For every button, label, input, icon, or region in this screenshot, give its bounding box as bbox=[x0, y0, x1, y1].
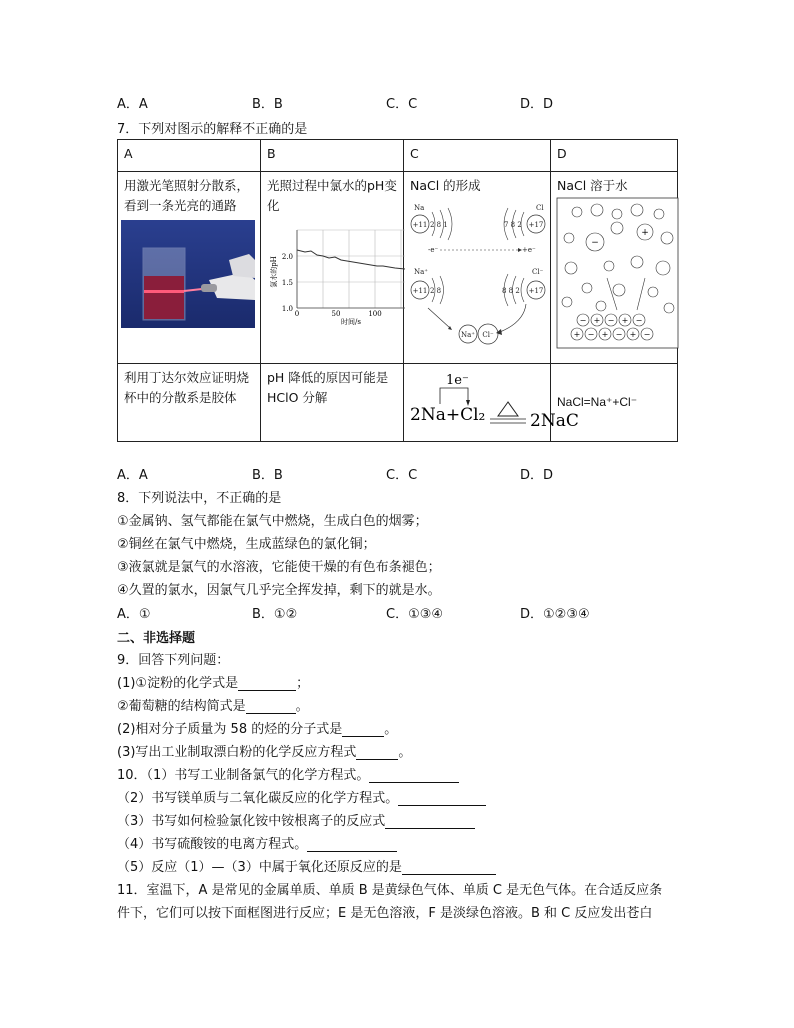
svg-text:+: + bbox=[573, 330, 581, 339]
q8-item-3: ③液氯就是氯气的水溶液，它能使干燥的有色布条褪色； bbox=[117, 560, 441, 575]
q10-line-3: （3）书写如何检验氯化铵中铵根离子的反应式 bbox=[117, 810, 475, 829]
q8-option-d: D．①②③④ bbox=[520, 607, 590, 622]
svg-text:2 8 1: 2 8 1 bbox=[430, 221, 448, 229]
svg-text:+11: +11 bbox=[412, 287, 428, 295]
q7-b-caption: 光照过程中氯水的pH变化 bbox=[267, 178, 397, 213]
answer-blank[interactable] bbox=[342, 721, 384, 737]
nacl-formation-diagram bbox=[406, 198, 546, 348]
q8-stem: 8．下列说法中，不正确的是 bbox=[117, 491, 282, 506]
answer-blank[interactable] bbox=[307, 836, 397, 852]
q8-option-b: B．①② bbox=[252, 607, 298, 622]
q11-line-2: 件下，它们可以按下面框图进行反应；E 是无色溶液，F 是淡绿色溶液。B 和 C 反应发出苍白 bbox=[117, 906, 653, 921]
laser-beaker-photo bbox=[121, 220, 255, 328]
q7-a-caption: 用激光笔照射分散系，看到一条光亮的通路 bbox=[124, 178, 250, 213]
svg-text:+e⁻: +e⁻ bbox=[522, 246, 536, 254]
ytick-1: 1.0 bbox=[281, 305, 293, 313]
electron-transfer-equation bbox=[410, 366, 579, 436]
svg-text:+17: +17 bbox=[528, 221, 544, 229]
q7-cell-b1 bbox=[261, 172, 404, 364]
answer-blank[interactable] bbox=[385, 813, 475, 829]
svg-text:7 8 2: 7 8 2 bbox=[504, 221, 522, 229]
answer-blank[interactable] bbox=[402, 859, 496, 875]
ytick-15: 1.5 bbox=[281, 279, 293, 287]
q7-table bbox=[117, 139, 678, 442]
svg-text:−: − bbox=[579, 316, 587, 325]
q6-option-c: C．C bbox=[386, 97, 418, 112]
q10-line-4: （4）书写硫酸铵的电离方程式。 bbox=[117, 833, 397, 852]
q8-item-4: ④久置的氯水，因氯气几乎完全挥发掉，剩下的就是水。 bbox=[117, 583, 441, 598]
xtick-50: 50 bbox=[331, 310, 341, 318]
q7-options bbox=[0, 464, 794, 482]
svg-text:−: − bbox=[607, 316, 615, 325]
q7-header-c: C bbox=[404, 140, 551, 172]
q7-cell-d2: NaCl=Na⁺+Cl⁻ bbox=[551, 364, 678, 442]
q8-item-2: ②铜丝在氯气中燃烧，生成蓝绿色的氯化铜； bbox=[117, 537, 376, 552]
svg-text:Na⁺: Na⁺ bbox=[414, 268, 428, 276]
answer-blank[interactable] bbox=[238, 675, 296, 691]
chart-grid bbox=[297, 230, 405, 308]
q9-line-3: (2)相对分子质量为 58 的烃的分子式是 。 bbox=[117, 722, 398, 737]
svg-text:+: + bbox=[601, 330, 609, 339]
section-title: 二、非选择题 bbox=[117, 631, 196, 646]
q7-header-b: B bbox=[261, 140, 404, 172]
svg-text:Cl⁻: Cl⁻ bbox=[532, 268, 544, 276]
svg-text:+: + bbox=[593, 316, 601, 325]
q7-cell-b2: pH 降低的原因可能是HClO 分解 bbox=[261, 364, 404, 442]
chart-xlabel: 时间/s bbox=[341, 318, 361, 326]
svg-text:+11: +11 bbox=[412, 221, 428, 229]
q7-option-d: D．D bbox=[520, 468, 554, 483]
svg-text:Cl: Cl bbox=[536, 204, 544, 212]
q11-line-1: 11．室温下，A 是常见的金属单质、单质 B 是黄绿色气体、单质 C 是无色气体。在合适反应条 bbox=[117, 883, 663, 898]
svg-text:-e⁻: -e⁻ bbox=[428, 246, 439, 254]
svg-text:Na⁺: Na⁺ bbox=[461, 331, 475, 339]
q10-line-1: 10．（1）书写工业制备氯气的化学方程式。 bbox=[117, 764, 459, 783]
q8-option-c: C．①③④ bbox=[386, 607, 444, 622]
svg-text:8 8 2: 8 8 2 bbox=[502, 287, 520, 295]
svg-text:2NaC: 2NaC bbox=[530, 411, 579, 431]
svg-text:−: − bbox=[591, 238, 599, 248]
q6-option-d: D．D bbox=[520, 97, 554, 112]
svg-text:Na: Na bbox=[414, 204, 425, 212]
q9-line-4: (3)写出工业制取漂白粉的化学反应方程式 。 bbox=[117, 745, 412, 760]
q8-option-a: A．① bbox=[117, 607, 151, 622]
q7-option-b: B．B bbox=[252, 468, 283, 483]
q7-cell-d1 bbox=[551, 172, 678, 364]
answer-blank[interactable] bbox=[356, 744, 398, 760]
q6-option-b: B．B bbox=[252, 97, 283, 112]
q7-stem: 7．下列对图示的解释不正确的是 bbox=[117, 122, 308, 137]
ytick-2: 2.0 bbox=[281, 253, 293, 261]
ph-change-chart bbox=[267, 220, 405, 324]
answer-blank[interactable] bbox=[246, 698, 296, 714]
svg-text:−: − bbox=[615, 330, 623, 339]
svg-text:−: − bbox=[643, 330, 651, 339]
q6-options bbox=[0, 93, 794, 111]
answer-blank[interactable] bbox=[369, 767, 459, 783]
xtick-100: 100 bbox=[368, 310, 382, 318]
q6-option-a: A．A bbox=[117, 97, 148, 112]
q9-line-2: ②葡萄糖的结构简式是 。 bbox=[117, 699, 309, 714]
q7-cell-c2 bbox=[404, 364, 579, 442]
q7-cell-a1 bbox=[118, 172, 261, 364]
q7-header-d: D bbox=[551, 140, 678, 172]
q7-d-caption: NaCl 溶于水 bbox=[557, 178, 628, 193]
q10-line-5: （5）反应（1）—（3）中属于氧化还原反应的是 bbox=[117, 856, 496, 875]
q10-line-2: （2）书写镁单质与二氧化碳反应的化学方程式。 bbox=[117, 787, 486, 806]
svg-text:+: + bbox=[629, 330, 637, 339]
svg-text:2Na+Cl₂: 2Na+Cl₂ bbox=[410, 405, 486, 425]
q9-stem: 9．回答下列问题： bbox=[117, 653, 230, 668]
chart-ylabel: 氯水的pH bbox=[270, 256, 278, 288]
nacl-dissolve-diagram bbox=[557, 198, 678, 348]
q8-options bbox=[0, 603, 794, 621]
svg-text:Cl⁻: Cl⁻ bbox=[482, 331, 494, 339]
answer-blank[interactable] bbox=[398, 790, 486, 806]
svg-text:2 8: 2 8 bbox=[430, 287, 442, 295]
svg-text:+: + bbox=[621, 316, 629, 325]
svg-text:−: − bbox=[587, 330, 595, 339]
q7-option-c: C．C bbox=[386, 468, 418, 483]
q7-cell-a2: 利用丁达尔效应证明烧杯中的分散系是胶体 bbox=[118, 364, 261, 442]
q7-header-a: A bbox=[118, 140, 261, 172]
ph-curve bbox=[297, 250, 405, 269]
svg-text:−: − bbox=[635, 316, 643, 325]
svg-text:+17: +17 bbox=[528, 287, 544, 295]
q7-c-caption: NaCl 的形成 bbox=[410, 178, 481, 193]
q9-line-1: (1)①淀粉的化学式是 ； bbox=[117, 676, 310, 691]
xtick-0: 0 bbox=[294, 310, 300, 318]
q7-cell-c1 bbox=[404, 172, 551, 364]
svg-text:+: + bbox=[641, 228, 649, 238]
heat-triangle bbox=[498, 402, 518, 416]
q8-item-1: ①金属钠、氢气都能在氯气中燃烧，生成白色的烟雾； bbox=[117, 514, 428, 529]
svg-text:1e⁻: 1e⁻ bbox=[446, 373, 469, 388]
q7-option-a: A．A bbox=[117, 468, 148, 483]
